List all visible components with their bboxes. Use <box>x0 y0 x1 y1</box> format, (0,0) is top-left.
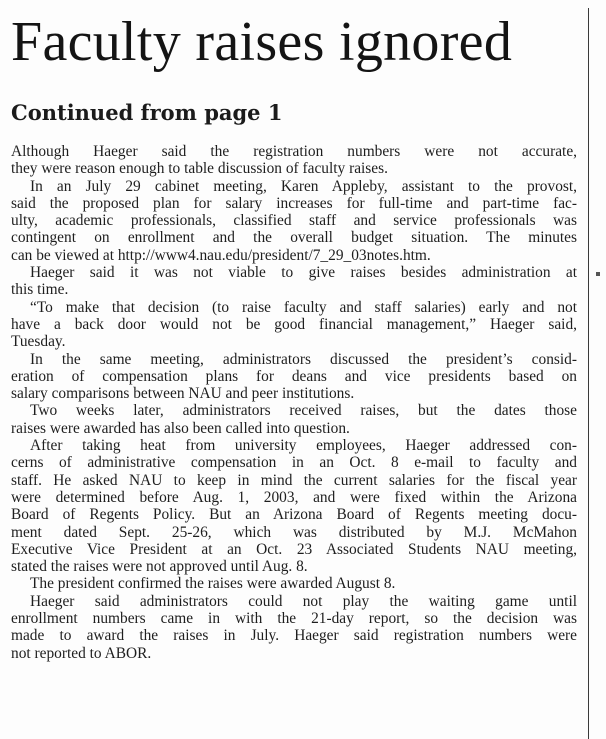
body-line: Two weeks later, administrators received raises, but the dates those <box>30 402 577 420</box>
body-line: salary comparisons between NAU and peer institutions. <box>11 385 355 403</box>
body-line: Haeger said administrators could not play the waiting game until <box>30 592 577 610</box>
body-line: can be viewed at http://www4.nau.edu/president/7_29_03notes.htm. <box>11 246 431 264</box>
headline: Faculty raises ignored <box>11 11 513 73</box>
body-line: In an July 29 cabinet meeting, Karen Appleby, assistant to the provost, <box>30 177 577 195</box>
continuation-subhead: Continued from page 1 <box>11 100 283 125</box>
body-line: were determined before Aug. 1, 2003, and were fixed within the Arizona <box>11 488 577 506</box>
body-line: “To make that decision (to raise faculty and staff salaries) early and not <box>30 298 577 316</box>
body-line: they were reason enough to table discussion of faculty raises. <box>11 160 388 178</box>
body-line: this time. <box>11 281 69 299</box>
body-line: In the same meeting, administrators discussed the president’s consid- <box>30 350 577 368</box>
body-line: staff. He asked NAU to keep in mind the current salaries for the fiscal year <box>11 471 577 489</box>
margin-mark <box>596 272 600 276</box>
body-line: said the proposed plan for salary increases for full-time and part-time fac- <box>11 194 577 212</box>
body-line: The president confirmed the raises were awarded August 8. <box>30 575 396 593</box>
body-line: Haeger said it was not viable to give raises besides administration at <box>30 264 577 282</box>
body-line: not reported to ABOR. <box>11 644 152 662</box>
body-line: Board of Regents Policy. But an Arizona Board of Regents meeting docu- <box>11 506 577 524</box>
body-line: ment dated Sept. 25-26, which was distributed by M.J. McMahon <box>11 523 577 541</box>
body-line: have a back door would not be good financial management,” Haeger said, <box>11 315 577 333</box>
body-line: Tuesday. <box>11 333 66 351</box>
body-line: contingent on enrollment and the overall budget situation. The minutes <box>11 229 577 247</box>
body-line: stated the raises were not approved until Aug. 8. <box>11 558 308 576</box>
body-line: enrollment numbers came in with the 21-day report, so the decision was <box>11 610 577 628</box>
body-line: Executive Vice President at an Oct. 23 Associated Students NAU meeting, <box>11 540 577 558</box>
body-line: After taking heat from university employees, Haeger addressed con- <box>30 437 577 455</box>
body-line: eration of compensation plans for deans and vice presidents based on <box>11 367 577 385</box>
article-body <box>11 143 577 662</box>
body-line: raises were awarded has also been called into question. <box>11 419 350 437</box>
body-line: cerns of administrative compensation in an Oct. 8 e-mail to faculty and <box>11 454 577 472</box>
column-rule <box>588 8 589 739</box>
body-line: Although Haeger said the registration numbers were not accurate, <box>11 143 577 160</box>
body-line: made to award the raises in July. Haeger said registration numbers were <box>11 627 577 645</box>
body-line: ulty, academic professionals, classified staff and service professionals was <box>11 212 577 230</box>
